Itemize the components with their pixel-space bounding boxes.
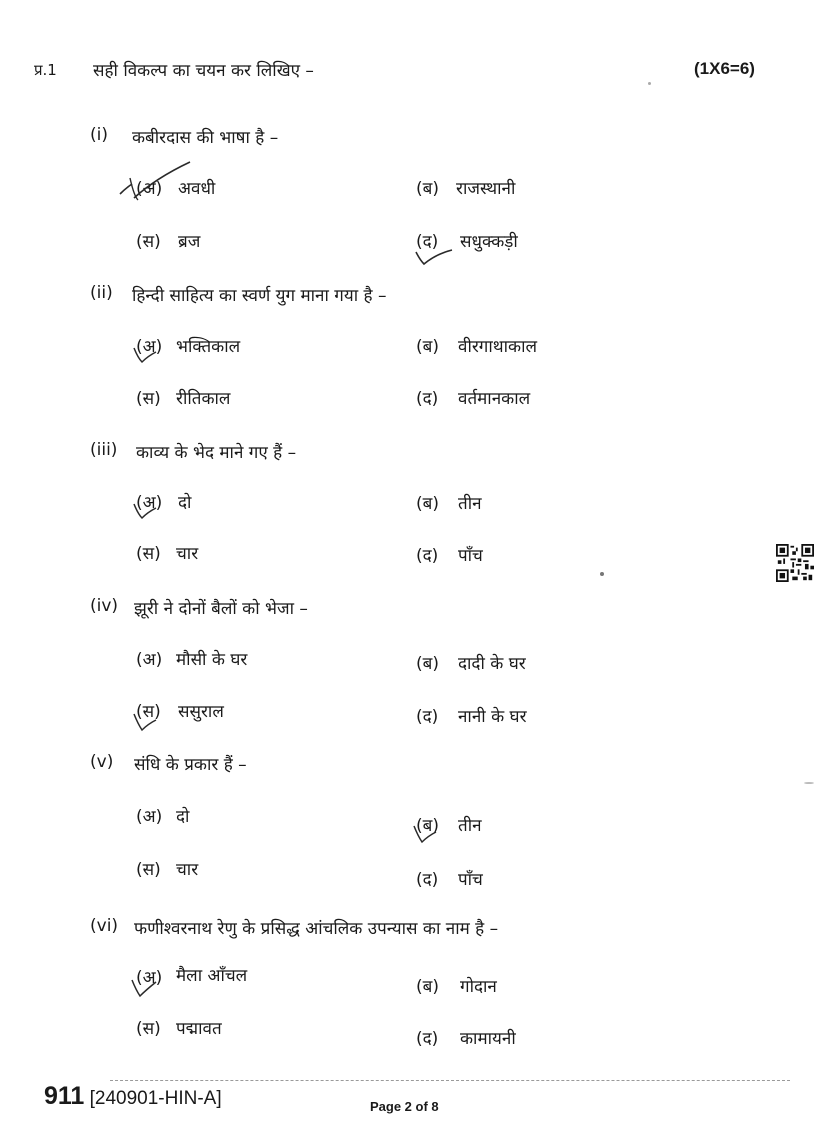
q4-option-c-label: (स) xyxy=(136,702,161,722)
q2-option-d-label: (द) xyxy=(416,389,439,409)
question-2-text: हिन्दी साहित्य का स्वर्ण युग माना गया है – xyxy=(132,286,387,306)
question-3-number: (iii) xyxy=(90,440,118,460)
q1-option-b-text: राजस्थानी xyxy=(456,179,516,199)
q6-option-b-label: (ब) xyxy=(416,977,439,997)
q5-option-a-label: (अ) xyxy=(136,807,163,827)
q4-option-b-label: (ब) xyxy=(416,654,439,674)
q4-option-b-text: दादी के घर xyxy=(458,654,526,674)
question-4-number: (iv) xyxy=(90,596,119,616)
q4-option-d-label: (द) xyxy=(416,707,439,727)
question-2-number: (ii) xyxy=(90,283,113,303)
q5-option-d-label: (द) xyxy=(416,870,439,890)
q3-option-b-text: तीन xyxy=(458,494,482,514)
footer-divider xyxy=(110,1080,790,1081)
q1-option-b-label: (ब) xyxy=(416,179,439,199)
question-number: प्र.1 xyxy=(34,61,57,79)
q6-option-c-label: (स) xyxy=(136,1019,161,1039)
q1-option-a-text: अवधी xyxy=(178,179,216,199)
q2-option-c-text: रीतिकाल xyxy=(176,389,231,409)
q4-option-a-text: मौसी के घर xyxy=(176,650,248,670)
q5-option-c-label: (स) xyxy=(136,860,161,880)
q3-option-a-text: दो xyxy=(178,493,192,513)
question-1-number: (i) xyxy=(90,125,108,145)
q3-option-d-label: (द) xyxy=(416,546,439,566)
q1-option-d-text: सधुक्कड़ी xyxy=(460,232,518,252)
q6-option-d-label: (द) xyxy=(416,1029,439,1049)
paper-code: [240901-HIN-A] xyxy=(89,1088,222,1109)
q6-option-c-text: पद्मावत xyxy=(176,1019,222,1039)
q6-option-b-text: गोदान xyxy=(460,977,497,997)
scan-speck xyxy=(804,782,814,784)
q2-option-d-text: वर्तमानकाल xyxy=(458,389,531,409)
qr-code xyxy=(776,544,814,582)
page-number: Page 2 of 8 xyxy=(370,1099,439,1114)
question-6-text: फणीश्वरनाथ रेणु के प्रसिद्ध आंचलिक उपन्यास का नाम है – xyxy=(134,919,499,939)
q3-option-c-label: (स) xyxy=(136,544,161,564)
q1-option-a-label: (अ) xyxy=(136,179,163,199)
scan-speck xyxy=(648,82,651,85)
q5-option-b-text: तीन xyxy=(458,816,482,836)
q5-option-a-text: दो xyxy=(176,807,190,827)
q3-option-b-label: (ब) xyxy=(416,494,439,514)
question-5-number: (v) xyxy=(90,752,114,772)
scan-speck xyxy=(600,572,604,576)
q5-option-d-text: पाँच xyxy=(458,870,483,890)
paper-number: 911 xyxy=(44,1082,85,1110)
question-1-text: कबीरदास की भाषा है – xyxy=(132,128,279,148)
q6-option-a-text: मैला आँचल xyxy=(176,966,248,986)
q2-option-a-text: भक्तिकाल xyxy=(176,337,241,357)
q1-option-c-label: (स) xyxy=(136,232,161,252)
q1-option-d-label: (द) xyxy=(416,232,439,252)
question-6-number: (vi) xyxy=(90,916,119,936)
q3-option-c-text: चार xyxy=(176,544,199,564)
q5-option-c-text: चार xyxy=(176,860,199,880)
marks-allocation: (1X6=6) xyxy=(694,59,755,78)
instruction-text: सही विकल्प का चयन कर लिखिए – xyxy=(93,61,314,81)
q2-option-b-label: (ब) xyxy=(416,337,439,357)
q1-option-c-text: ब्रज xyxy=(178,232,201,252)
q2-option-b-text: वीरगाथाकाल xyxy=(458,337,538,357)
q6-option-d-text: कामायनी xyxy=(460,1029,516,1049)
q4-option-a-label: (अ) xyxy=(136,650,163,670)
q2-option-a-label: (अ) xyxy=(136,337,163,357)
q2-option-c-label: (स) xyxy=(136,389,161,409)
question-4-text: झूरी ने दोनों बैलों को भेजा – xyxy=(134,599,308,619)
question-3-text: काव्य के भेद माने गए हैं – xyxy=(136,443,297,463)
question-5-text: संधि के प्रकार हैं – xyxy=(134,755,247,775)
q4-option-c-text: ससुराल xyxy=(178,702,224,722)
q5-option-b-label: (ब) xyxy=(416,816,439,836)
q6-option-a-label: (अ) xyxy=(136,968,163,988)
paper-identifier xyxy=(44,1082,222,1111)
q3-option-a-label: (अ) xyxy=(136,493,163,513)
q3-option-d-text: पाँच xyxy=(458,546,483,566)
q4-option-d-text: नानी के घर xyxy=(458,707,527,727)
